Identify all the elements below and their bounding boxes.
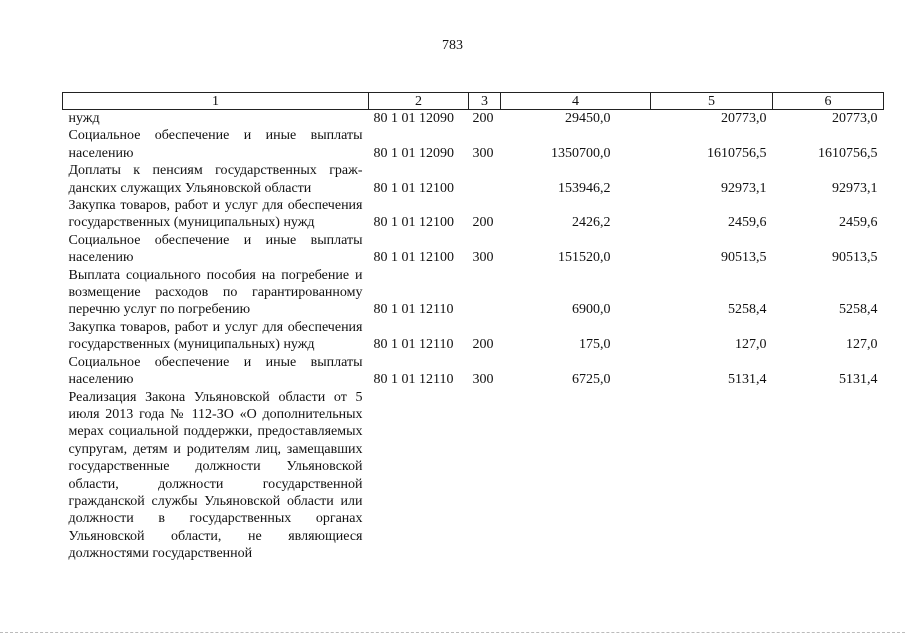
row-amount-col6: 90513,5 (832, 250, 878, 266)
row-amount-col5: 20773,0 (721, 111, 767, 126)
row-name: нужд (68, 111, 100, 126)
table-row (63, 389, 884, 563)
row-target-code: 80 1 01 12100 (373, 215, 454, 231)
row-amount-col5: 1610756,5 (707, 145, 767, 161)
table-row (63, 319, 884, 354)
row-name: Доплаты к пенсиям государственных гражданских служащих Ульяновской области (68, 163, 363, 196)
row-name: Социальное обеспечение и иные выплаты населению (68, 128, 363, 161)
row-target-code: 80 1 01 12090 (373, 111, 454, 126)
row-amount-col5: 5258,4 (728, 302, 767, 318)
column-header: 6 (773, 93, 884, 110)
row-amount-col6: 127,0 (846, 337, 878, 353)
table-row (63, 110, 884, 128)
row-name: Реализация Закона Ульяновской области от 5 июля 2013 года № 112-ЗО «О дополнительных мерах социальной поддержки, предоставляемых супругам, детям и родителям лиц, замещавших государственные должности Ульяновской области, должности государственной гражданской службы Ульяновской области или должности в государственных органах Ульяновской области, не являющиеся должностями государственной (68, 389, 363, 562)
row-expense-type: 300 (472, 250, 494, 266)
row-amount-col4 (501, 389, 651, 563)
row-name: Социальное обеспечение и иные выплаты населению (68, 354, 363, 388)
table-row (63, 232, 884, 267)
table-row (63, 267, 884, 319)
row-amount-col4: 2426,2 (572, 215, 611, 231)
row-target-code: 80 1 01 12110 (373, 372, 454, 388)
row-expense-type (469, 162, 501, 197)
table-row (63, 127, 884, 162)
row-name: Социальное обеспечение и иные выплаты населению (68, 232, 363, 266)
column-header: 4 (501, 93, 651, 110)
row-amount-col6: 92973,1 (832, 180, 878, 196)
row-amount-col4: 1350700,0 (551, 145, 611, 161)
row-amount-col6: 5258,4 (839, 302, 878, 318)
row-amount-col4: 151520,0 (558, 250, 611, 266)
column-header: 3 (469, 93, 501, 110)
table-row (63, 162, 884, 197)
row-amount-col4: 6725,0 (572, 372, 611, 388)
row-amount-col5: 90513,5 (721, 250, 767, 266)
budget-table (62, 92, 884, 563)
row-amount-col6: 1610756,5 (818, 145, 878, 161)
row-name: Закупка товаров, работ и услуг для обеспечения государственных (муниципальных) нужд (68, 198, 363, 231)
column-header: 1 (63, 93, 369, 110)
column-header: 2 (369, 93, 469, 110)
row-target-code: 80 1 01 12090 (373, 145, 454, 161)
row-amount-col5: 127,0 (735, 337, 767, 353)
row-expense-type (469, 267, 501, 319)
row-amount-col4: 153946,2 (558, 180, 611, 196)
table-row (63, 197, 884, 232)
row-amount-col5 (651, 389, 773, 563)
row-amount-col4: 29450,0 (565, 111, 611, 126)
row-target-code: 80 1 01 12110 (373, 337, 454, 353)
row-amount-col5: 2459,6 (728, 215, 767, 231)
row-target-code: 80 1 01 12110 (373, 302, 454, 318)
row-amount-col6: 20773,0 (832, 111, 878, 126)
column-header: 5 (651, 93, 773, 110)
row-expense-type: 300 (472, 145, 494, 161)
row-target-code: 80 1 01 12100 (373, 250, 454, 266)
row-amount-col5: 5131,4 (728, 372, 767, 388)
row-expense-type (469, 389, 501, 563)
row-expense-type: 200 (472, 215, 494, 231)
row-expense-type: 200 (472, 337, 494, 353)
row-amount-col4: 175,0 (579, 337, 611, 353)
table-row (63, 354, 884, 389)
row-name: Закупка товаров, работ и услуг для обеспечения государственных (муниципальных) нужд (68, 319, 363, 353)
row-expense-type: 300 (472, 372, 494, 388)
row-amount-col5: 92973,1 (721, 180, 767, 196)
page-number: 783 (442, 38, 463, 53)
page-bottom-edge (0, 632, 905, 633)
row-target-code (369, 389, 469, 563)
row-name: Выплата социального пособия на погребение и возмещение расходов по гарантированному перечню услуг по погребению (68, 267, 363, 318)
row-amount-col4: 6900,0 (572, 302, 611, 318)
row-target-code: 80 1 01 12100 (373, 180, 454, 196)
row-expense-type: 200 (472, 111, 494, 126)
table-header-row (63, 93, 884, 110)
row-amount-col6: 2459,6 (839, 215, 878, 231)
row-amount-col6: 5131,4 (839, 372, 878, 388)
row-amount-col6 (773, 389, 884, 563)
